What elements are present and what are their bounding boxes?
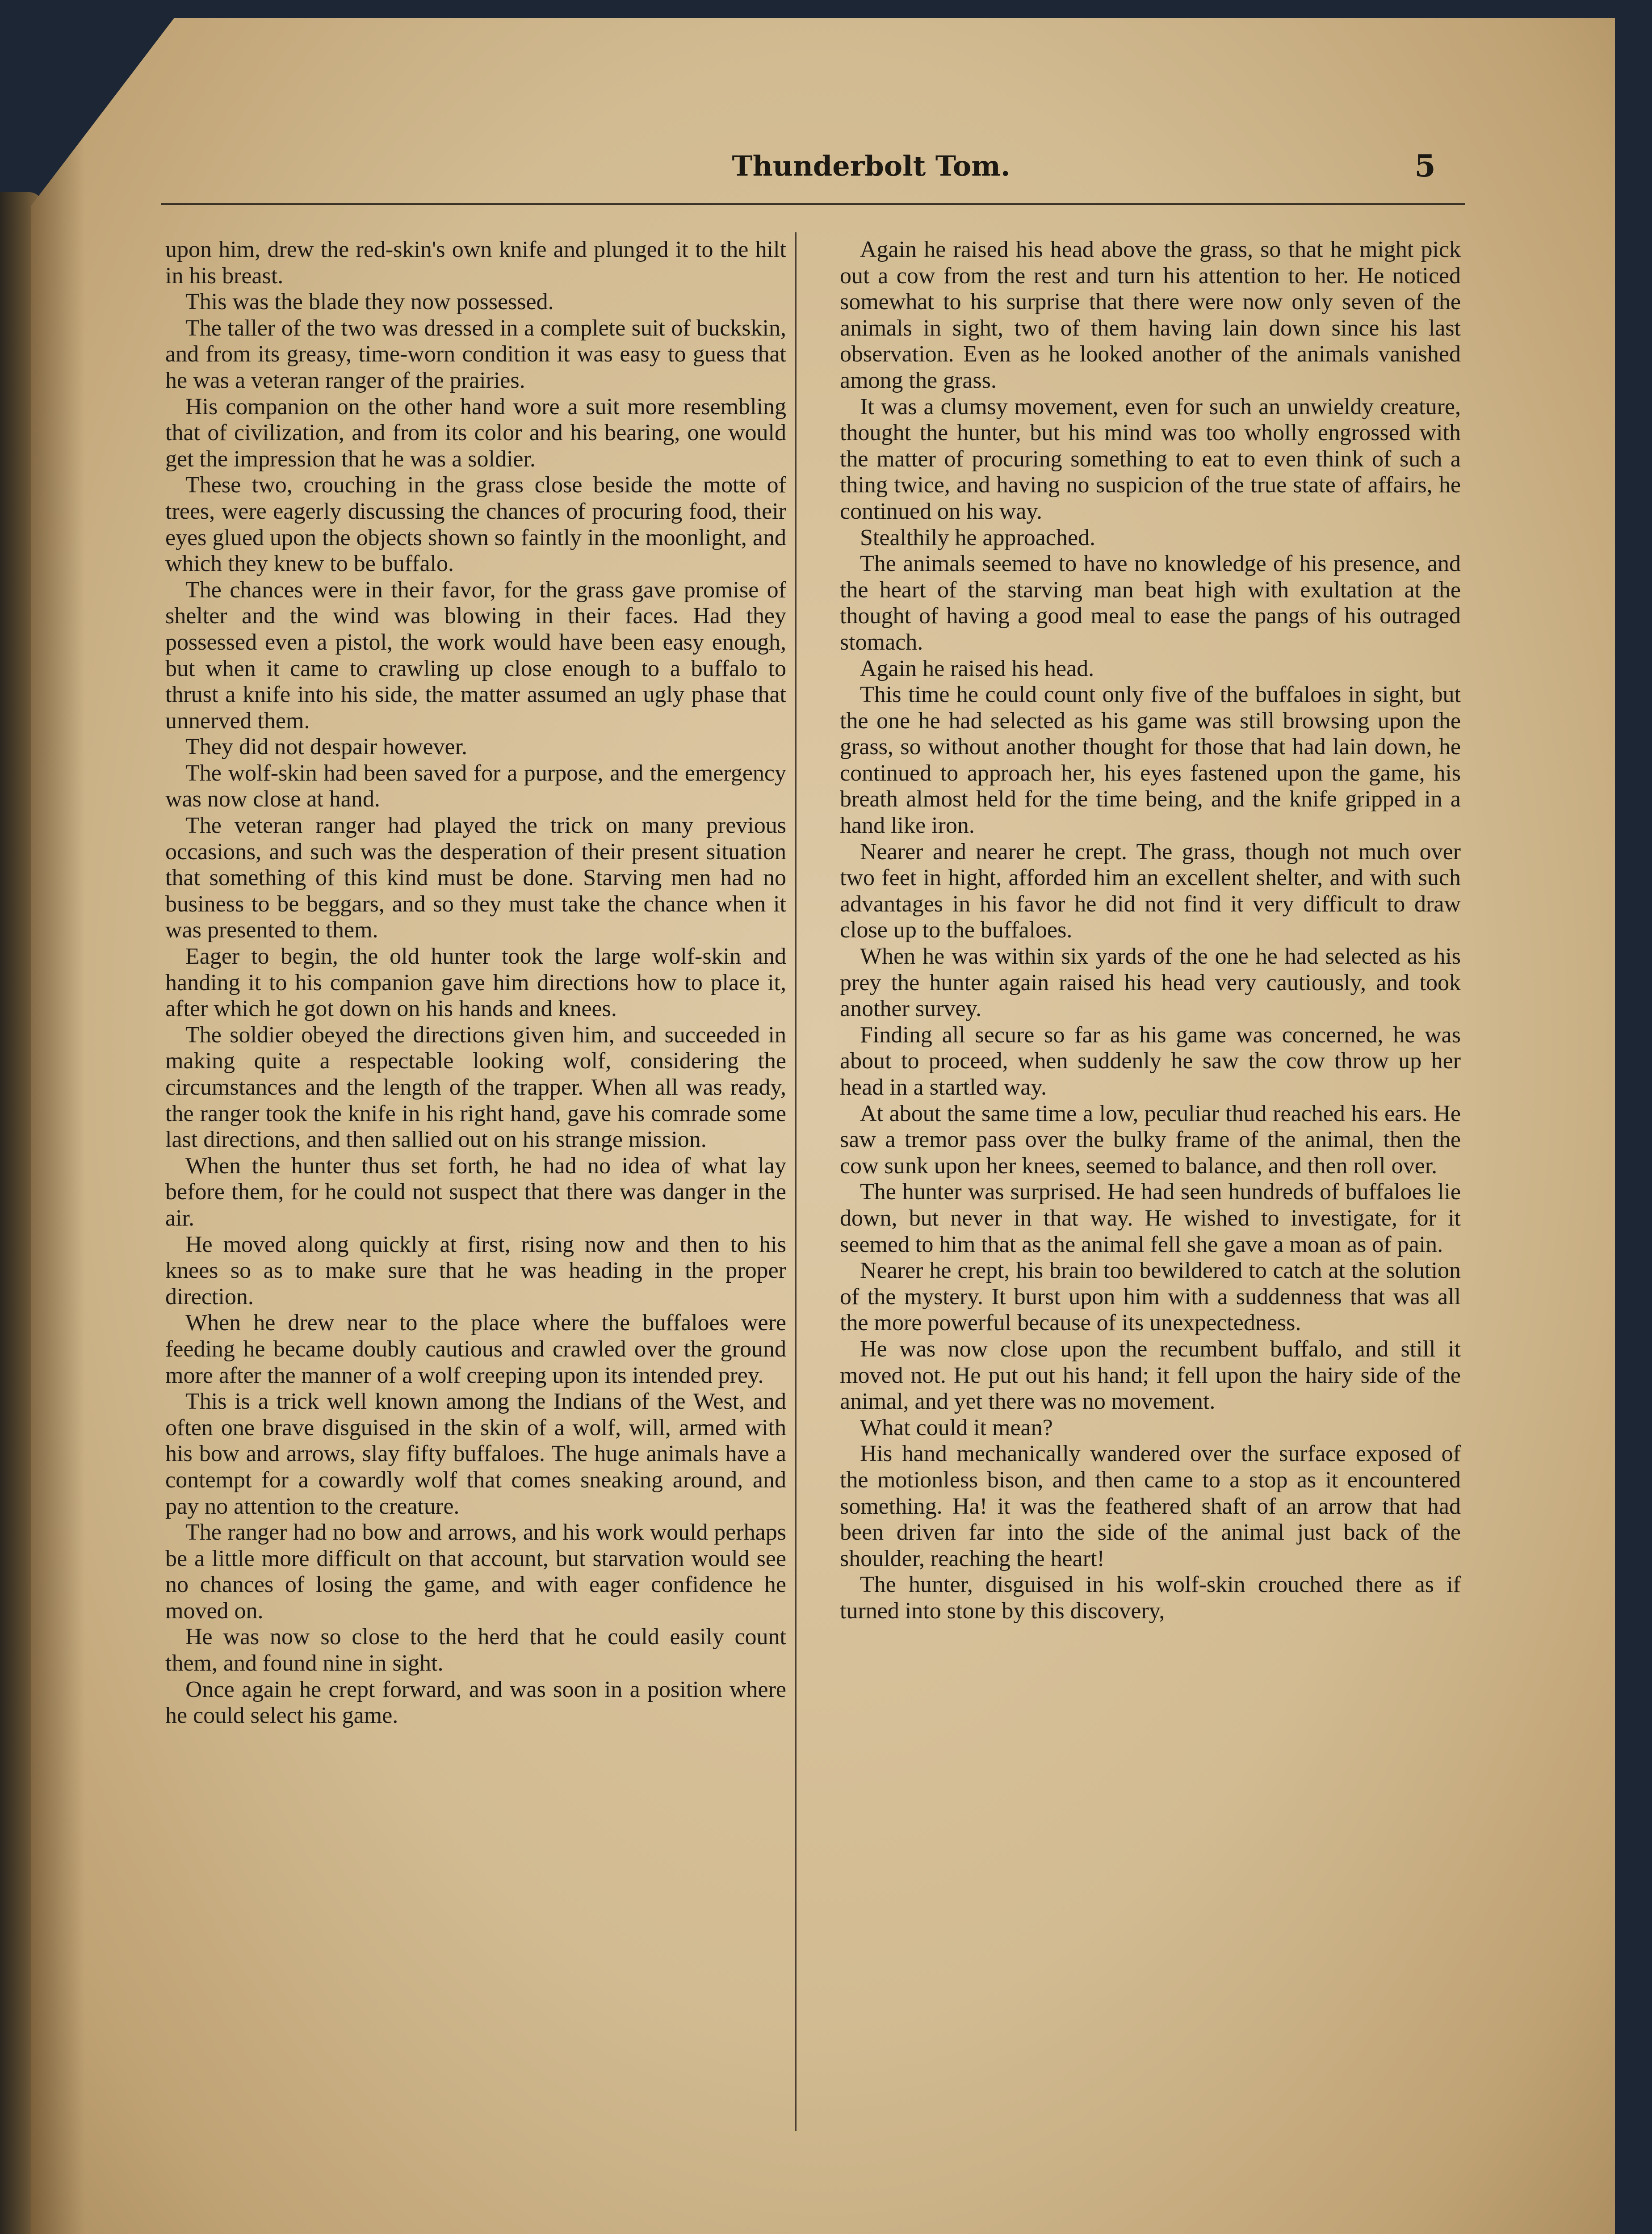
- paragraph: Stealthily he approached.: [860, 525, 1096, 550]
- paragraph: What could it mean?: [860, 1415, 1053, 1440]
- paragraph: This is a trick well known among the Indians of the West, and often one brave disguised in the skin of a wolf, will, armed with his bow and arrows, slay fifty buffaloes. The huge animals have a contempt for a cowardly wolf that comes sneaking around, and pay no attention to the creature.: [165, 1389, 786, 1519]
- paragraph: He moved along quickly at first, rising now and then to his knees so as to make sure that he was heading in the proper direction.: [165, 1231, 786, 1310]
- paragraph: When the hunter thus set forth, he had no idea of what lay before them, for he could not suspect that there was danger in the air.: [165, 1153, 786, 1231]
- paragraph: The animals seemed to have no knowledge of his presence, and the heart of the starving man beat high with exultation at the thought of having a good meal to ease the pangs of his outraged stomach.: [840, 551, 1461, 655]
- paragraph: The hunter, disguised in his wolf-skin crouched there as if turned into stone by this discovery,: [840, 1572, 1461, 1624]
- paragraph: His hand mechanically wandered over the surface exposed of the motionless bison, and then came to a stop as it encountered something. Ha! it was the feathered shaft of an arrow that had been driven far into the side of the animal just back of the shoulder, reaching the heart!: [840, 1441, 1461, 1571]
- paragraph: Again he raised his head.: [860, 655, 1094, 681]
- paragraph: At about the same time a low, peculiar thud reached his ears. He saw a tremor pass over the bulky frame of the animal, then the cow sunk upon her knees, seemed to balance, and then roll over.: [840, 1100, 1461, 1179]
- paragraph: The chances were in their favor, for the grass gave promise of shelter and the wind was blowing in their faces. Had they possessed even a pistol, the work would have been easy enough, but when it came to crawling up close enough to a buffalo to thrust a knife into his side, the matter assumed an ugly phase that unnerved them.: [165, 577, 786, 734]
- paragraph: The hunter was surprised. He had seen hundreds of buffaloes lie down, but never in that way. He wished to investigate, for it seemed to him that as the animal fell she gave a moan as of pain.: [840, 1179, 1461, 1257]
- paragraph: Nearer and nearer he crept. The grass, though not much over two feet in hight, afforded him an excellent shelter, and with such advantages in his favor he did not find it very difficult to draw close up to the buffaloes.: [840, 839, 1461, 943]
- paragraph: Again he raised his head above the grass, so that he might pick out a cow from the rest and turn his attention to her. He noticed somewhat to his surprise that there were now only seven of the animals in sight, two of them having lain down since his last observation. Even as he looked another of the animals vanished among the grass.: [840, 237, 1461, 393]
- paragraph: The ranger had no bow and arrows, and his work would perhaps be a little more difficult on that account, but starvation would see no chances of losing the game, and with eager confidence he moved on.: [165, 1520, 786, 1624]
- paragraph: The taller of the two was dressed in a complete suit of buckskin, and from its greasy, time-worn condition it was easy to guess that he was a veteran ranger of the prairies.: [165, 315, 786, 393]
- paragraph: He was now close upon the recumbent buffalo, and still it moved not. He put out his hand; it fell upon the hairy side of the animal, and yet there was no movement.: [840, 1336, 1461, 1415]
- paragraph: This was the blade they now possessed.: [185, 289, 554, 315]
- paragraph: His companion on the other hand wore a suit more resembling that of civilization, and from its color and his bearing, one would get the impression that he was a soldier.: [165, 394, 786, 472]
- text-column-right: [840, 237, 1461, 2127]
- paragraph: It was a clumsy movement, even for such an unwieldy creature, thought the hunter, but his mind was too wholly engrossed with the matter of procuring something to eat to even think of such a thing twice, and having no suspicion of the true state of affairs, he continued on his way.: [840, 394, 1461, 524]
- gutter-shadow: [31, 18, 85, 2234]
- paragraph: Eager to begin, the old hunter took the large wolf-skin and handing it to his companion gave him directions how to place it, after which he got down on his hands and knees.: [165, 944, 786, 1022]
- paragraph: The soldier obeyed the directions given him, and succeeded in making quite a respectable looking wolf, considering the circumstances and the length of the trapper. When all was ready, the ranger took the knife in his right hand, gave his comrade some last directions, and then sallied out on his strange mission.: [165, 1022, 786, 1153]
- paragraph: When he drew near to the place where the buffaloes were feeding he became doubly cautious and crawled over the ground more after the manner of a wolf creeping upon its intended prey.: [165, 1310, 786, 1388]
- paragraph: This time he could count only five of the buffaloes in sight, but the one he had selected as his game was still browsing upon the grass, so without another thought for those that had lain down, he continued to approach her, his eyes fastened upon the game, his breath almost held for the time being, and the knife gripped in a hand like iron.: [840, 682, 1461, 839]
- paragraph: Nearer he crept, his brain too bewildered to catch at the solution of the mystery. It burst upon him with a suddenness that was all the more powerful because of its unexpectedness.: [840, 1258, 1461, 1336]
- running-title: Thunderbolt Tom.: [732, 150, 1010, 182]
- header-rule: [161, 203, 1465, 205]
- page-number: 5: [1414, 148, 1436, 184]
- paragraph: They did not despair however.: [185, 734, 468, 760]
- text-column-left: [165, 237, 786, 2127]
- paragraph: When he was within six yards of the one he had selected as his prey the hunter again raised his head very cautiously, and took another survey.: [840, 944, 1461, 1022]
- paragraph: The veteran ranger had played the trick on many previous occasions, and such was the desperation of their present situation that something of this kind must be done. Starving men had no business to be beggars, and so they must take the chance when it was presented to them.: [165, 813, 786, 943]
- paragraph: The wolf-skin had been saved for a purpose, and the emergency was now close at hand.: [165, 760, 786, 812]
- column-divider: [795, 232, 797, 2131]
- paragraph: These two, crouching in the grass close beside the motte of trees, were eagerly discussing the chances of procuring food, their eyes glued upon the objects shown so faintly in the moonlight, and which they knew to be buffalo.: [165, 472, 786, 577]
- paragraph: Once again he crept forward, and was soon in a position where he could select his game.: [165, 1676, 786, 1729]
- paragraph: upon him, drew the red-skin's own knife and plunged it to the hilt in his breast.: [165, 237, 786, 289]
- paragraph: Finding all secure so far as his game was concerned, he was about to proceed, when suddenly he saw the cow throw up her head in a startled way.: [840, 1022, 1461, 1100]
- paragraph: He was now so close to the herd that he could easily count them, and found nine in sight.: [165, 1624, 786, 1676]
